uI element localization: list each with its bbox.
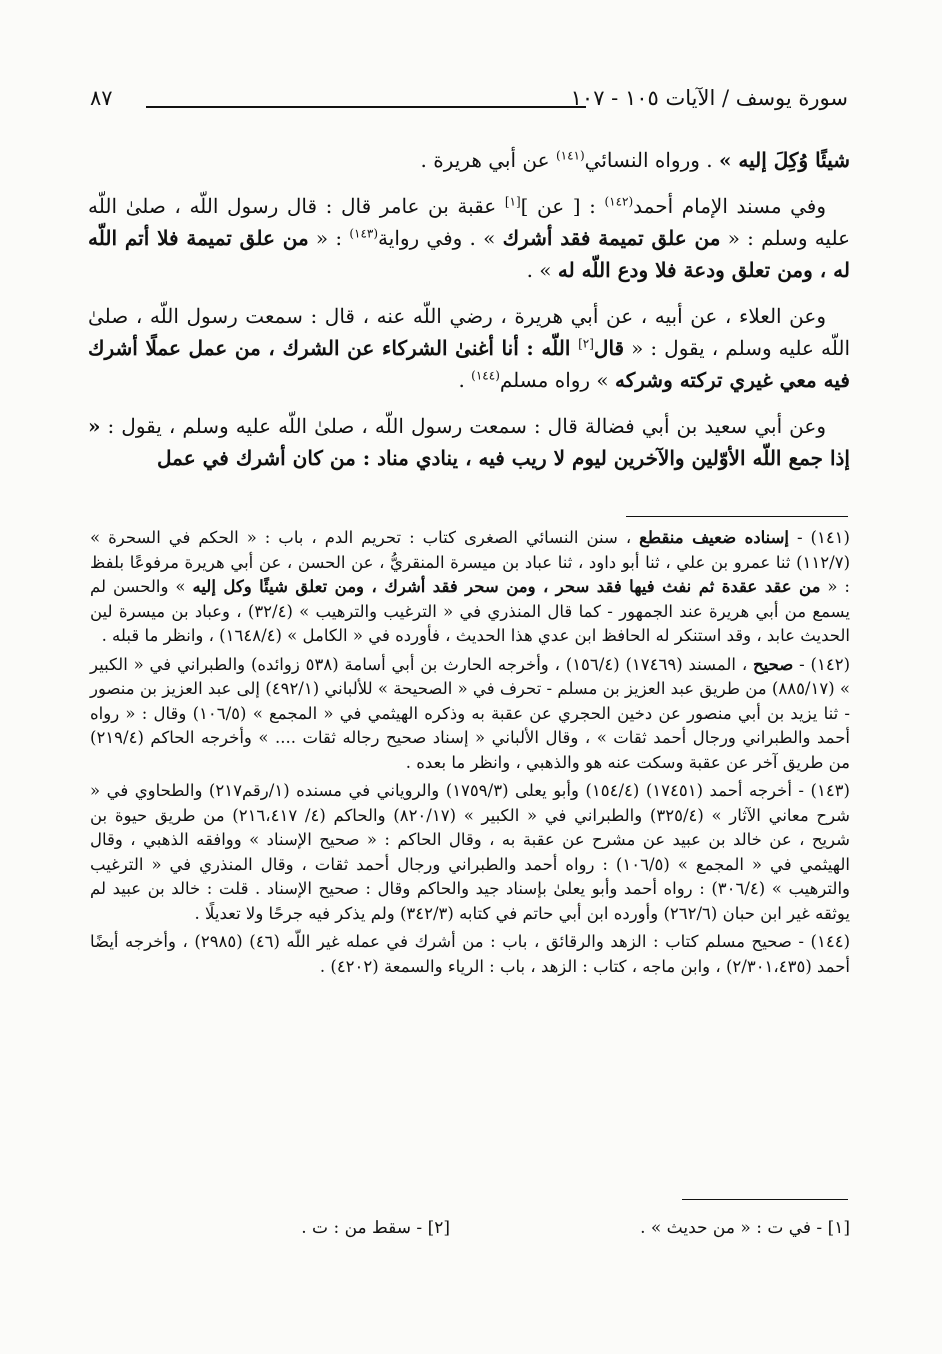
running-title: سورة يوسف / الآيات ١٠٥ - ١٠٧ xyxy=(570,86,848,110)
footnote-rule xyxy=(626,516,848,517)
footnote-number: (١٤١) - xyxy=(788,528,850,547)
text-span: » . xyxy=(526,258,558,282)
text-span: ، المسند (١٧٤٦٩) (١٥٦/٤) ، وأخرجه الحارث بن أبي أسامة (٥٣٨ زوائده) والطبراني في « الكبير » (٨٨٥/١٧) من طريق عبد العزيز بن مسلم - تحرف في « الصحيحة » للألباني (٤٩٢/١) إلى عبد العزيز بن منصور - ثنا يزيد بن أبي منصور عن دخين الحجري عن عقبة به وذكره الهيثمي في « المجمع » (١٠٦/٥) وقال : « رواه أحمد والطبراني ورجال أحمد ثقات » ، وقال الألباني « إسناد صحيح رجاله ثقات .... » وأخرجه الحاكم (٢١٩/٤) من طريق آخر عن عقبة وسكت عنه هو والذهبي ، وانظر ما بعده . xyxy=(90,654,851,772)
note-ref-1: [١] xyxy=(504,194,521,209)
note-ref-2: [٢] xyxy=(578,336,594,351)
margin-note-2: [٢] - سقط من : ت . xyxy=(301,1218,450,1238)
text-span: أخرجه أحمد (١٧٤٥١) (١٥٤/٤) وأبو يعلى (١٧٥٩/٣) والروياني في مسنده (١/رقم٢١٧) والطحاوي في « شرح معاني الآثار » (٣٢٥/٤) والطبراني في « الكبير » (٨٢٠/١٧) والحاكم (٤/ ٢١٦،٤١٧) من طريق حيوة بن شريح ، عن خالد بن عبيد عن مشرح عن عقبة به ، وقال الحاكم : « صحيح الإسناد » ووافقه الذهبي ، وقال الهيثمي في « المجمع » (١٠٦/٥) : رواه أحمد والطبراني ورجال أحمد ثقات ، وقال المنذري في « الترغيب والترهيب » (٣٠٦/٤) : رواه أحمد وأبو يعلىٰ بإسناد جيد والحاكم وقال : صحيح الإسناد . قلت : خالد بن عبيد لم يوثقه غير ابن حبان (٢٦٢/٦) وأورده ابن أبي حاتم في كتابه (٣٤٢/٣) ولم يذكر فيه جرحًا ولا تعديلًا . xyxy=(90,781,851,923)
text-span: : [ عن ] xyxy=(520,194,605,218)
footnote-141 xyxy=(90,526,850,649)
text-span: وعن أبي سعيد بن أبي فضالة قال : سمعت رسول اللّه ، صلىٰ اللّه عليه وسلم ، يقول : xyxy=(100,414,826,438)
hadith-text: من علق تميمة فقد أشرك xyxy=(502,226,721,250)
footnote-143 xyxy=(90,779,850,926)
hadith-text: من عقد عقدة ثم نفث فيها فقد سحر ، ومن سحر فقد أشرك ، ومن تعلق شيئًا وكل إليه xyxy=(192,577,821,596)
text-span: صحيح مسلم كتاب : الزهد والرقائق ، باب : من أشرك في عمله غير اللّه (٤٦) (٢٩٨٥) ، وأخرجه أيضًا أحمد (٢/٣٠١،٤٣٥) ، وابن ماجه ، كتاب : الزهد ، باب : الرياء والسمعة (٤٢٠٢) . xyxy=(90,932,850,976)
footnote-number: (١٤٤) - xyxy=(791,932,850,951)
footnote-ref-141: (١٤١) xyxy=(555,148,585,163)
text-span: عن أبي هريرة . xyxy=(420,148,556,172)
footnote-ref-142: (١٤٢) xyxy=(604,194,634,209)
grading: إسناده ضعيف منقطع xyxy=(639,528,789,547)
text-span: » . وفي رواية xyxy=(378,226,503,250)
margin-note-1: [١] - في ت : « من حديث » . xyxy=(640,1218,850,1238)
text-span: وفي مسند الإمام أحمد xyxy=(633,194,827,218)
paragraph-4 xyxy=(88,410,850,474)
text-span: وعن العلاء ، عن أبيه ، عن أبي هريرة ، رضي اللّه عنه ، قال : سمعت رسول اللّه ، صلىٰ اللّه عليه وسلم ، يقول : « xyxy=(88,304,850,360)
footnote-142 xyxy=(90,653,850,776)
footnote-144 xyxy=(90,930,850,979)
footnote-ref-143: (١٤٣) xyxy=(349,226,379,241)
margin-notes xyxy=(90,1218,850,1244)
text-span: عقبة بن عامر قال : قال رسول اللّه ، صلىٰ اللّه عليه وسلم : « xyxy=(88,194,851,250)
hadith-text: « إذا جمع اللّه الأوّلين والآخرين ليوم لا ريب فيه ، ينادي مناد : من كان أشرك في عمل xyxy=(88,414,850,470)
paragraph-3 xyxy=(88,300,850,396)
text-span: . ورواه النسائي xyxy=(584,148,719,172)
text-span: ، سنن النسائي الصغرى كتاب : تحريم الدم ، باب : « الحكم في السحرة » (١١٢/٧) ثنا عمرو بن علي ، ثنا أبو داود ، ثنا عباد بن ميسرة المنقريُّ ، عن الحسن ، عن أبي هريرة مرفوعًا بلفظ : « xyxy=(90,528,850,596)
page-header xyxy=(90,86,848,116)
paragraph-2 xyxy=(88,190,850,286)
grading: صحيح xyxy=(753,654,794,674)
text-span: » والحسن لم يسمع من أبي هريرة عند الجمهور - كما قال المنذري في « الترغيب والترهيب » (٣٢/٤) ، وعباد بن ميسرة لين الحديث عابد ، وقد استنكر له الحافظ ابن عدي هذا الحديث ، فأورده في « الكامل » (١٦٤٨/٤) ، وانظر ما قبله . xyxy=(90,577,850,645)
hadith-text: قال xyxy=(593,336,625,360)
hadith-text: من علق تميمة فلا أتم اللّه له ، ومن تعلق ودعة فلا ودع اللّه له xyxy=(88,226,850,282)
text-span: . xyxy=(458,368,472,392)
text-span: » رواه مسلم xyxy=(499,368,616,392)
margin-notes-rule xyxy=(682,1199,848,1200)
footnote-number: (١٤٣) - xyxy=(791,781,850,800)
header-rule xyxy=(146,106,586,108)
footnote-ref-144: (١٤٤) xyxy=(471,368,500,383)
text-span: : « xyxy=(308,226,350,250)
page-number: ٨٧ xyxy=(90,86,113,110)
main-text xyxy=(88,144,850,488)
hadith-text: اللّه : أنا أغنىٰ الشركاء عن الشرك ، من عمل عملًا أشرك فيه معي غيري تركته وشركه xyxy=(88,336,850,392)
hadith-ending: شيئًا وُكِلَ إليه » xyxy=(718,148,850,172)
paragraph-1 xyxy=(88,144,850,176)
footnote-number: (١٤٢) - xyxy=(793,654,851,674)
footnotes xyxy=(90,526,850,983)
